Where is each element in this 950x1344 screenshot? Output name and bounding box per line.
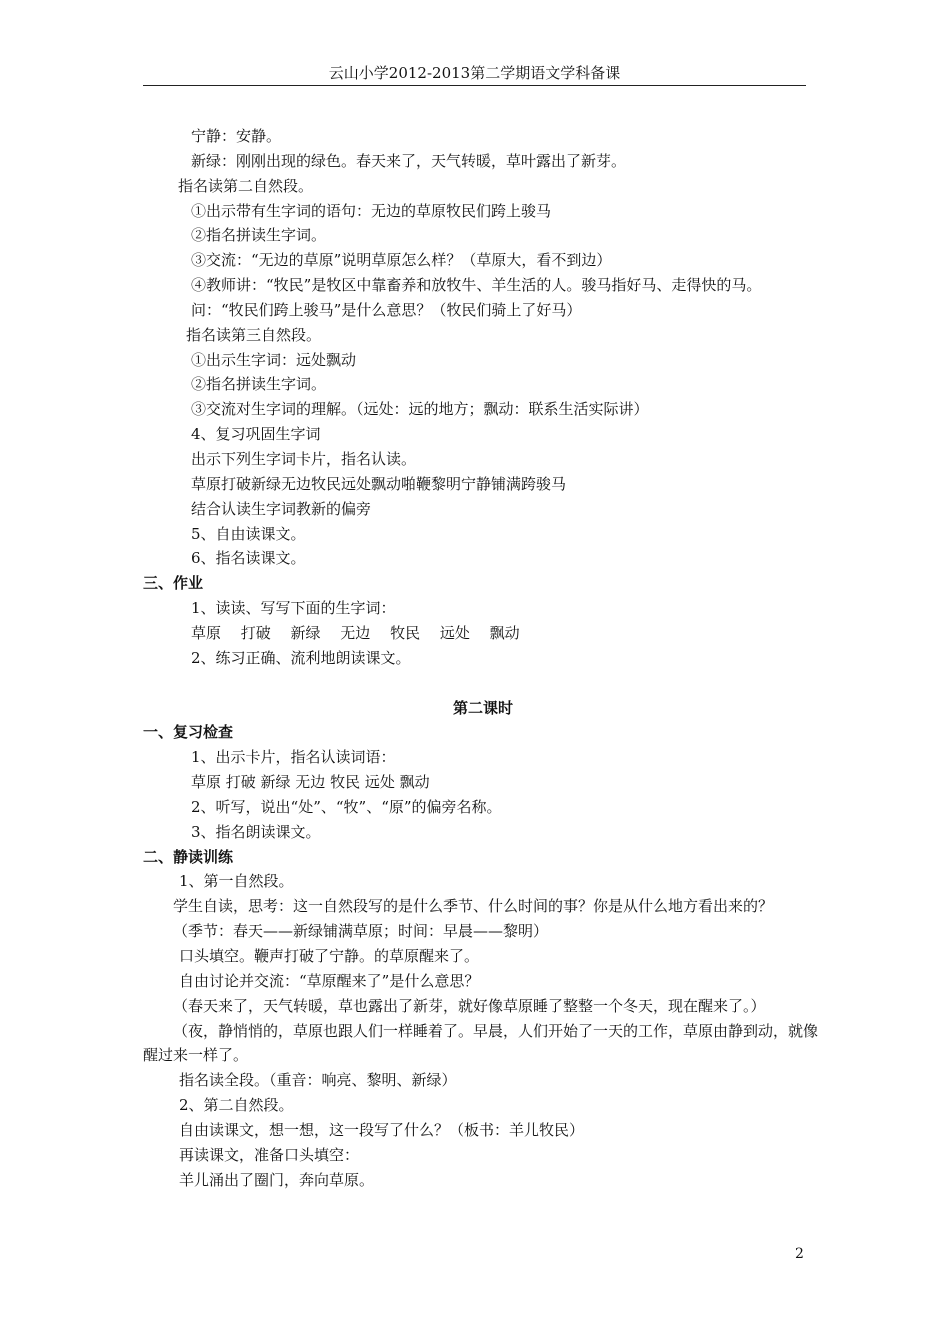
text-line: ②指名拼读生字词。: [191, 226, 327, 245]
text-line: 1、读读、写写下面的生字词：: [191, 599, 396, 618]
document-body: [143, 124, 823, 1192]
section-heading-review: 一、复习检查: [143, 723, 234, 742]
text-line: 1、出示卡片，指名认读词语：: [191, 748, 396, 767]
text-line: 3、指名朗读课文。: [191, 822, 321, 841]
text-line: 再读课文，准备口头填空：: [179, 1145, 360, 1164]
text-line: 1、第一自然段。: [179, 872, 294, 891]
page-header: 云山小学2012-2013第二学期语文学科备课: [328, 64, 621, 82]
spacer: [143, 671, 823, 696]
text-line: 2、练习正确、流利地朗读课文。: [191, 648, 411, 667]
section-heading-reading: 二、静读训练: [143, 847, 234, 866]
text-line: ①出示带有生字词的语句：无边的草原牧民们跨上骏马: [191, 201, 552, 220]
text-line: 指名读第三自然段。: [186, 325, 322, 344]
text-line: ③交流：“无边的草原”说明草原怎么样？（草原大，看不到边）: [191, 251, 612, 270]
text-line: 2、第二自然段。: [179, 1096, 294, 1115]
text-line: 指名读全段。（重音：响亮、黎明、新绿）: [179, 1071, 457, 1090]
text-line: 学生自读，思考：这一自然段写的是什么季节、什么时间的事？你是从什么地方看出来的？: [173, 897, 774, 916]
text-line: 2、听写，说出“处”、“牧”、“原”的偏旁名称。: [191, 797, 502, 816]
text-line: 4、复习巩固生字词: [191, 425, 321, 444]
text-line: 草原 打破 新绿 无边 牧民 远处 飘动: [191, 623, 520, 642]
text-line: 自由读课文，想一想，这一段写了什么？（板书：羊儿牧民）: [179, 1120, 585, 1139]
text-line: 出示下列生字词卡片，指名认读。: [191, 449, 417, 468]
header-rule: [143, 85, 806, 86]
text-line: 自由讨论并交流：“草原醒来了”是什么意思？: [179, 971, 480, 990]
text-line: 宁静：安静。: [191, 127, 282, 145]
text-line: （季节：春天——新绿铺满草原；时间：早晨——黎明）: [173, 922, 549, 941]
lesson-title: 第二课时: [452, 698, 513, 717]
text-line: （春天来了，天气转暖，草也露出了新芽，就好像草原睡了整整一个冬天，现在醒来了。）: [173, 996, 766, 1015]
text-line: 指名读第二自然段。: [178, 176, 314, 195]
text-line: 草原打破新绿无边牧民远处飘动啪鞭黎明宁静铺满跨骏马: [191, 474, 567, 493]
text-line: 6、指名读课文。: [191, 549, 306, 568]
text-line: 羊儿涌出了圈门，奔向草原。: [179, 1170, 375, 1189]
text-line: ②指名拼读生字词。: [191, 375, 327, 394]
section-heading-homework: 三、作业: [143, 574, 204, 593]
text-line: 问：“牧民们跨上骏马”是什么意思？（牧民们骑上了好马）: [191, 300, 582, 319]
text-line: 结合认读生字词教新的偏旁: [191, 499, 372, 518]
text-line: 口头填空。鞭声打破了宁静。的草原醒来了。: [179, 947, 480, 965]
text-line: ①出示生字词：远处飘动: [191, 350, 357, 369]
text-line: 5、自由读课文。: [191, 524, 306, 543]
page-number: 2: [795, 1246, 804, 1262]
text-line: 草原 打破 新绿 无边 牧民 远处 飘动: [191, 773, 430, 792]
text-line: ④教师讲：“牧民”是牧区中靠畜养和放牧牛、羊生活的人。骏马指好马、走得快的马。: [191, 276, 762, 295]
text-line: ③交流对生字词的理解。（远处：远的地方；飘动：联系生活实际讲）: [191, 400, 649, 419]
text-paragraph: （夜，静悄悄的，草原也跟人们一样睡着了。早晨，人们开始了一天的工作，草原由静到动，就像醒过来一样了。: [143, 1021, 819, 1065]
text-line: 新绿：刚刚出现的绿色。春天来了，天气转暖，草叶露出了新芽。: [191, 151, 627, 170]
